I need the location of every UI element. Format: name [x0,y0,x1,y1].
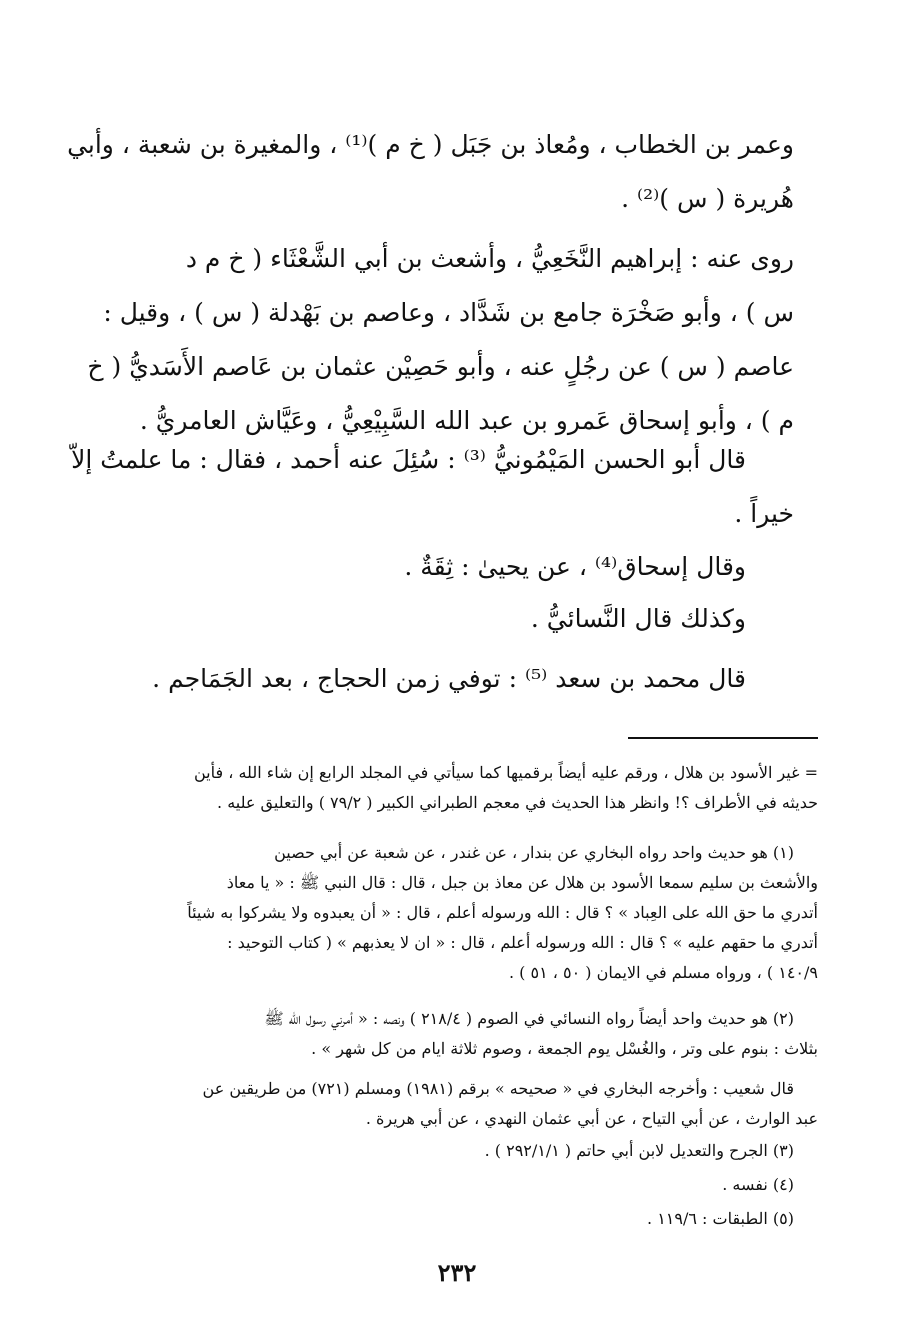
text-line: قال محمد بن سعد ⁽⁵⁾ : توفي زمن الحجاج ، بعد الجَمَاجم . [152,664,746,693]
footnote-line: حديثه في الأطراف ؟! وانظر هذا الحديث في معجم الطبراني الكبير ( ٧٩/٢ ) والتعليق عليه . [217,793,818,812]
footnote-4 [118,1170,818,1200]
footnote-line: عبد الوارث ، عن أبي التياح ، عن أبي عثمان النهدي ، عن أبي هريرة . [365,1109,818,1128]
footnote-line: أتدري ما حق الله على العِباد » ؟ قال : الله ورسوله أعلم ، قال : « أن يعبدوه ولا يشركوا به شيئاً [187,903,818,922]
footnote-line: = غير الأسود بن هلال ، ورقم عليه أيضاً برقميها كما سيأتي في المجلد الرابع إن شاء الله ، فأين [193,763,818,782]
footnote-line: (٥) الطبقات : ١١٩/٦ . [647,1209,794,1228]
footnote-continuation [118,758,818,818]
footnote-line: ١٤٠/٩ ) ، ورواه مسلم في الايمان ( ٥٠ ، ٥١ ) . [509,963,818,982]
footnote-line: (٣) الجرح والتعديل لابن أبي حاتم ( ٢٩٢/١/١ ) . [484,1141,794,1160]
biography-line-ishaq [114,540,794,594]
text-line: م ) ، وأبو إسحاق عَمرو بن عبد الله السَّبِيْعِيُّ ، وعَيَّاش العامريُّ . [139,406,794,435]
text-line: هُريرة ( س )⁽²⁾ . [621,184,794,213]
text-line: قال أبو الحسن المَيْمُونيُّ ⁽³⁾ : سُئِلَ عنه أحمد ، فقال : ما علمتُ إلاّ [71,445,746,474]
text-line: عاصم ( س ) عن رجُلٍ عنه ، وأبو حَصِيْن عثمان بن عَاصم الأَسَديُّ ( خ [87,352,794,381]
footnote-line: والأشعث بن سليم سمعا الأسود بن هلال عن معاذ بن جبل ، قال : قال النبي ﷺ : « يا معاذ [226,873,818,892]
footnote-line: قال شعيب : وأخرجه البخاري في « صحيحه » برقم (١٩٨١) ومسلم (٧٢١) من طريقين عن [202,1079,794,1098]
text-line: س ) ، وأبو صَخْرَة جامع بن شَدَّاد ، وعاصم بن بَهْدلة ( س ) ، وقيل : [103,298,794,327]
footnote-1 [118,838,818,988]
text-line: خيراً . [734,499,794,528]
footnote-5 [118,1204,818,1234]
footnote-3 [118,1136,818,1166]
footnote-line: أتدري ما حقهم عليه » ؟ قال : الله ورسوله أعلم ، قال : « ان لا يعذبهم » ( كتاب التوحيد : [227,933,818,952]
footnote-2 [118,1004,818,1064]
page-number: ٢٣٢ [437,1258,477,1287]
footnote-separator [628,737,818,739]
biography-paragraph-students [87,232,794,448]
text-line: وقال إسحاق⁽⁴⁾ ، عن يحيىٰ : ثِقَةٌ . [404,552,746,581]
text-line: روى عنه : إبراهيم النَّخَعِيُّ ، وأشعث بن أبي الشَّعْثَاء ( خ م د [185,244,794,273]
footnote-line: بثلاث : بنوم على وتر ، والغُسْل يوم الجمعة ، وصوم ثلاثة ايام من كل شهر » . [311,1039,818,1058]
biography-paragraph-teachers [67,118,794,226]
footnote-2-shuayb-note [118,1074,818,1134]
footnote-line: (٢) هو حديث واحد أيضاً رواه النسائي في الصوم ( ٢١٨/٤ ) ونصه : « أمرني رسول الله ﷺ [264,1009,794,1028]
text-line: وكذلك قال النَّسائيُّ . [530,604,746,633]
footnote-line: (١) هو حديث واحد رواه البخاري عن بندار ، عن غندر ، عن شعبة عن أبي حصين [274,843,794,862]
biography-line-ibn-sad [114,652,794,706]
footnote-line: (٤) نفسه . [722,1175,794,1194]
biography-paragraph-maymuni [71,433,794,541]
text-line: وعمر بن الخطاب ، ومُعاذ بن جَبَل ( خ م )⁽¹⁾ ، والمغيرة بن شعبة ، وأبي [67,130,794,159]
biography-line-nasai [114,592,794,646]
